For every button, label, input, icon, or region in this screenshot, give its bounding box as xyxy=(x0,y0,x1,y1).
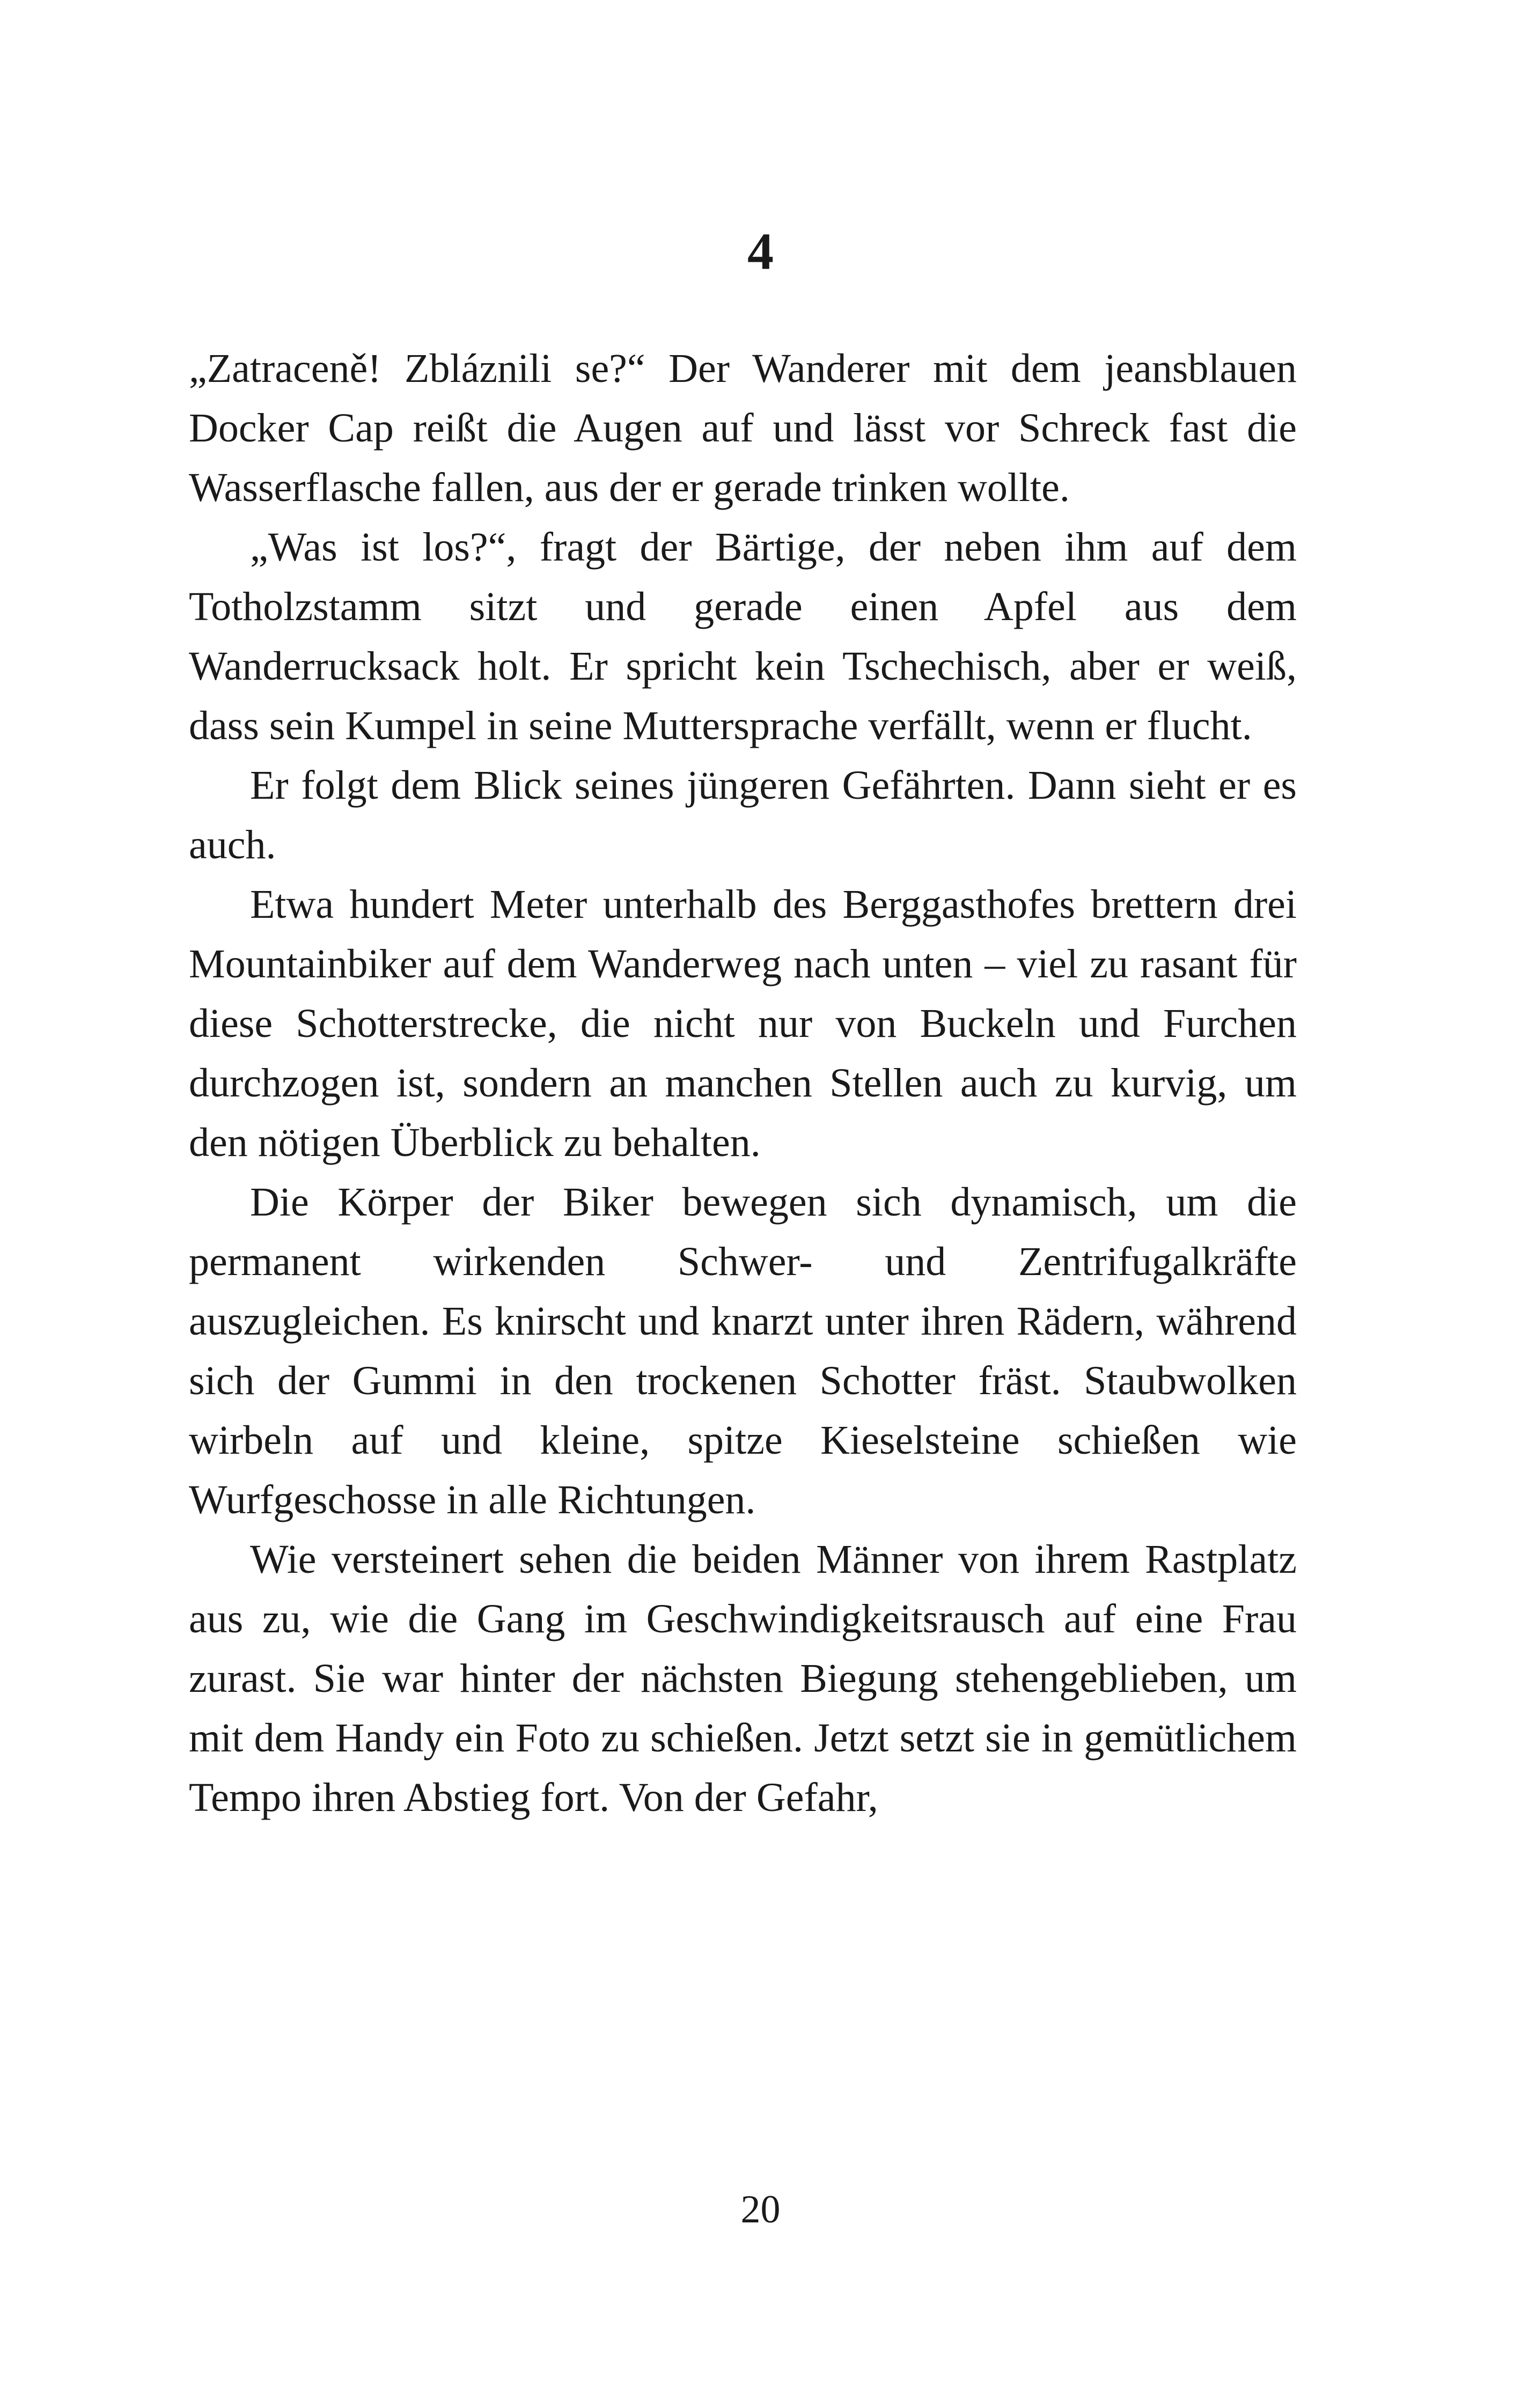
chapter-number: 4 xyxy=(747,223,774,281)
paragraph-1: „Zatraceně! Zbláznili se?“ Der Wanderer mit dem jeansblauen Docker Cap reißt die Augen auf und lässt vor Schreck fast die Wasserflasche fallen, aus der er gerade trinken wollte. xyxy=(189,346,1297,510)
paragraph-4: Etwa hundert Meter unterhalb des Berggasthofes brettern drei Mountainbiker auf dem Wanderweg nach unten – viel zu rasant für diese Schotterstrecke, die nicht nur von Buckeln und Furchen durchzogen ist, sondern an manchen Stellen auch zu kurvig, um den nötigen Überblick zu behalten. xyxy=(189,882,1297,1165)
paragraph-6: Wie versteinert sehen die beiden Männer von ihrem Rastplatz aus zu, wie die Gang im Geschwindigkeitsrausch auf eine Frau zurast. Sie war hinter der nächsten Biegung stehengeblieben, um mit dem Handy ein Foto zu schießen. Jetzt setzt sie in gemütlichem Tempo ihren Abstieg fort. Von der Gefahr, xyxy=(189,1537,1297,1820)
page-number: 20 xyxy=(740,2188,781,2232)
paragraph-2: „Was ist los?“, fragt der Bärtige, der neben ihm auf dem Totholzstamm sitzt und gerade einen Apfel aus dem Wanderrucksack holt. Er spricht kein Tschechisch, aber er weiß, dass sein Kumpel in seine Muttersprache verfällt, wenn er flucht. xyxy=(189,525,1297,748)
paragraph-5: Die Körper der Biker bewegen sich dynamisch, um die permanent wirkenden Schwer- und Zentrifugalkräfte auszugleichen. Es knirscht und knarzt unter ihren Rädern, während sich der Gummi in den trockenen Schotter fräst. Staubwolken wirbeln auf und kleine, spitze Kieselsteine schießen wie Wurfgeschosse in alle Richtungen. xyxy=(189,1180,1297,1522)
paragraph-3: Er folgt dem Blick seines jüngeren Gefährten. Dann sieht er es auch. xyxy=(189,763,1297,867)
chapter-body xyxy=(189,339,1297,1828)
